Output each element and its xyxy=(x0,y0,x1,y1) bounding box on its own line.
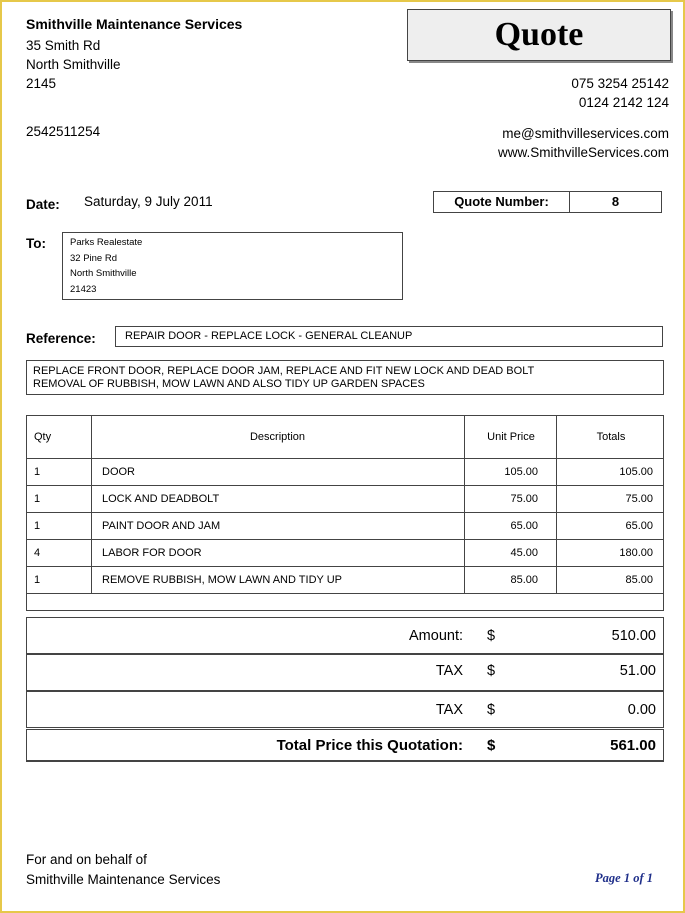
cell-total: 65.00 xyxy=(557,513,665,540)
cell-unit-price: 65.00 xyxy=(465,513,557,540)
footer-company: Smithville Maintenance Services xyxy=(26,872,221,887)
company-email: me@smithvilleservices.com xyxy=(502,126,669,141)
reference-value: REPAIR DOOR - REPLACE LOCK - GENERAL CLEANUP xyxy=(115,326,663,347)
table-header-row xyxy=(26,415,664,459)
date-value: Saturday, 9 July 2011 xyxy=(84,194,213,209)
company-abn: 2542511254 xyxy=(26,124,101,139)
tax-currency: $ xyxy=(487,663,496,679)
grand-total-currency: $ xyxy=(487,737,496,754)
cell-description: LABOR FOR DOOR xyxy=(92,540,465,567)
quote-number-label: Quote Number: xyxy=(434,192,570,212)
table-row xyxy=(26,567,664,594)
company-address-line1: 35 Smith Rd xyxy=(26,38,101,53)
cell-qty: 4 xyxy=(26,540,92,567)
cell-total: 75.00 xyxy=(557,486,665,513)
cell-description: REMOVE RUBBISH, MOW LAWN AND TIDY UP xyxy=(92,567,465,594)
tax-row-2 xyxy=(26,691,664,728)
cell-unit-price: 75.00 xyxy=(465,486,557,513)
to-line: 32 Pine Rd xyxy=(70,252,118,264)
company-phone2: 0124 2142 124 xyxy=(578,95,669,110)
company-postcode: 2145 xyxy=(26,76,57,91)
grand-total-label: Total Price this Quotation: xyxy=(276,737,463,754)
amount-row xyxy=(26,617,664,654)
column-header-unit-price: Unit Price xyxy=(465,415,557,459)
cell-description: PAINT DOOR AND JAM xyxy=(92,513,465,540)
doc-title: Quote xyxy=(407,9,671,61)
cell-qty: 1 xyxy=(26,459,92,486)
tax-value: 0.00 xyxy=(627,702,656,718)
table-row xyxy=(26,540,664,567)
tax-currency: $ xyxy=(487,702,496,718)
column-header-totals: Totals xyxy=(557,415,665,459)
cell-qty: 1 xyxy=(26,486,92,513)
cell-qty: 1 xyxy=(26,513,92,540)
page-number: Page 1 of 1 xyxy=(595,871,653,885)
amount-value: 510.00 xyxy=(611,628,656,644)
tax-label: TAX xyxy=(435,663,463,679)
grand-total-row xyxy=(26,729,664,762)
reference-label: Reference: xyxy=(26,331,96,346)
company-website: www.SmithvilleServices.com xyxy=(497,145,669,160)
grand-total-value: 561.00 xyxy=(610,737,656,754)
date-label: Date: xyxy=(26,197,60,212)
table-row xyxy=(26,459,664,486)
company-address-line2: North Smithville xyxy=(26,57,121,72)
amount-label: Amount: xyxy=(409,628,463,644)
tax-row xyxy=(26,654,664,691)
job-description xyxy=(26,360,664,395)
company-phone1: 075 3254 25142 xyxy=(571,76,669,91)
to-line: North Smithville xyxy=(70,268,137,279)
footer-behalf: For and on behalf of xyxy=(26,852,147,867)
quote-number-value: 8 xyxy=(611,194,620,209)
table-row xyxy=(26,513,664,540)
cell-qty: 1 xyxy=(26,567,92,594)
column-header-qty: Qty xyxy=(26,415,92,459)
items-table xyxy=(26,415,664,594)
company-name: Smithville Maintenance Services xyxy=(26,16,243,32)
cell-total: 180.00 xyxy=(557,540,665,567)
cell-description: DOOR xyxy=(92,459,465,486)
cell-total: 85.00 xyxy=(557,567,665,594)
description-line: REPLACE FRONT DOOR, REPLACE DOOR JAM, REPLACE AND FIT NEW LOCK AND DEAD BOLT xyxy=(33,365,535,377)
cell-total: 105.00 xyxy=(557,459,665,486)
table-row xyxy=(26,486,664,513)
tax-label: TAX xyxy=(435,702,463,718)
column-header-description: Description xyxy=(92,415,465,459)
to-label: To: xyxy=(26,236,46,251)
tax-value: 51.00 xyxy=(619,663,656,679)
quote-number-box xyxy=(433,191,662,213)
cell-unit-price: 105.00 xyxy=(465,459,557,486)
cell-unit-price: 45.00 xyxy=(465,540,557,567)
to-line: Parks Realestate xyxy=(70,237,143,248)
cell-description: LOCK AND DEADBOLT xyxy=(92,486,465,513)
cell-unit-price: 85.00 xyxy=(465,567,557,594)
description-line: REMOVAL OF RUBBISH, MOW LAWN AND ALSO TIDY UP GARDEN SPACES xyxy=(33,378,425,390)
to-address-box xyxy=(62,232,403,300)
to-line: 21423 xyxy=(70,283,97,295)
amount-currency: $ xyxy=(487,628,496,644)
